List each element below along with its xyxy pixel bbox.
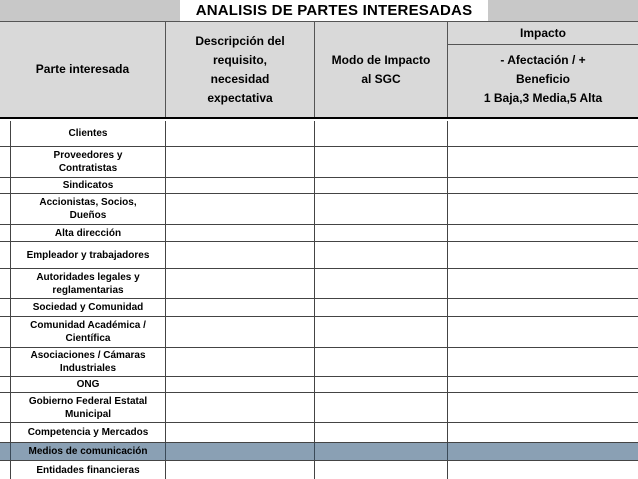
table-row — [0, 269, 638, 299]
description-cell[interactable] — [166, 377, 315, 392]
impact-cell[interactable] — [448, 269, 638, 298]
header-impact-line1: - Afectación / + — [500, 53, 586, 67]
mode-cell[interactable] — [315, 178, 448, 193]
header-impact — [448, 22, 638, 117]
header-party: Parte interesada — [0, 22, 166, 117]
description-cell[interactable] — [166, 443, 315, 460]
party-cell[interactable] — [10, 461, 166, 479]
impact-cell[interactable] — [448, 242, 638, 268]
header-mode — [315, 22, 448, 117]
party-cell[interactable] — [10, 121, 166, 146]
party-cell[interactable] — [10, 299, 166, 316]
description-cell[interactable] — [166, 299, 315, 316]
description-cell[interactable] — [166, 317, 315, 347]
impact-cell[interactable] — [448, 225, 638, 241]
mode-cell[interactable] — [315, 225, 448, 241]
impact-cell[interactable] — [448, 147, 638, 177]
description-cell[interactable] — [166, 121, 315, 146]
description-cell[interactable] — [166, 178, 315, 193]
impact-cell[interactable] — [448, 461, 638, 479]
party-cell[interactable] — [10, 317, 166, 347]
impact-cell[interactable] — [448, 393, 638, 422]
impact-cell[interactable] — [448, 121, 638, 146]
mode-cell[interactable] — [315, 242, 448, 268]
party-cell[interactable] — [10, 147, 166, 177]
table-row-highlighted — [0, 443, 638, 461]
table-header — [0, 22, 638, 119]
party-label: Comunidad Académica / Científica — [30, 320, 146, 344]
party-label: Medios de comunicación — [28, 446, 148, 457]
table-row — [0, 393, 638, 423]
table-row — [0, 194, 638, 225]
party-label: Empleador y trabajadores — [26, 249, 150, 261]
title-fill-right — [488, 0, 638, 21]
table-row — [0, 242, 638, 269]
table-row — [0, 348, 638, 377]
party-label: Sociedad y Comunidad — [32, 302, 144, 313]
mode-cell[interactable] — [315, 443, 448, 460]
description-cell[interactable] — [166, 461, 315, 479]
impact-cell[interactable] — [448, 178, 638, 193]
party-cell[interactable] — [10, 178, 166, 193]
impact-cell[interactable] — [448, 194, 638, 224]
table-row — [0, 461, 638, 479]
party-cell[interactable] — [10, 242, 166, 268]
party-cell[interactable] — [10, 393, 166, 422]
description-cell[interactable] — [166, 194, 315, 224]
party-label: Sindicatos — [62, 180, 114, 191]
description-cell[interactable] — [166, 269, 315, 298]
party-label: Competencia y Mercados — [27, 427, 149, 438]
party-cell[interactable] — [10, 194, 166, 224]
description-cell[interactable] — [166, 225, 315, 241]
mode-cell[interactable] — [315, 299, 448, 316]
party-label: Clientes — [68, 128, 108, 139]
impact-cell[interactable] — [448, 423, 638, 442]
header-description — [166, 22, 315, 117]
mode-cell[interactable] — [315, 147, 448, 177]
table-row — [0, 121, 638, 147]
table-row — [0, 377, 638, 393]
party-cell[interactable] — [10, 269, 166, 298]
mode-cell[interactable] — [315, 194, 448, 224]
party-label: Accionistas, Socios, Dueños — [39, 197, 137, 221]
mode-cell[interactable] — [315, 269, 448, 298]
table-row — [0, 147, 638, 178]
mode-cell[interactable] — [315, 317, 448, 347]
party-label: Proveedores y Contratistas — [53, 150, 123, 174]
table-row — [0, 317, 638, 348]
party-label: Entidades financieras — [36, 464, 140, 476]
mode-cell[interactable] — [315, 423, 448, 442]
description-cell[interactable] — [166, 423, 315, 442]
party-label: Autoridades legales y reglamentarias — [36, 271, 140, 296]
description-cell[interactable] — [166, 242, 315, 268]
mode-cell[interactable] — [315, 377, 448, 392]
mode-cell[interactable] — [315, 348, 448, 376]
impact-cell[interactable] — [448, 317, 638, 347]
title-fill-left — [0, 0, 180, 21]
page-title: ANALISIS DE PARTES INTERESADAS — [195, 2, 473, 19]
mode-cell[interactable] — [315, 461, 448, 479]
party-cell[interactable] — [10, 443, 166, 460]
header-impact-title: Impacto — [448, 22, 638, 45]
table-row — [0, 299, 638, 317]
title-bar — [0, 0, 638, 22]
party-label: Asociaciones / Cámaras Industriales — [30, 350, 146, 374]
description-cell[interactable] — [166, 393, 315, 422]
header-description-text: Descripción del requisito, necesidad expectativa — [195, 33, 285, 105]
mode-cell[interactable] — [315, 121, 448, 146]
party-cell[interactable] — [10, 348, 166, 376]
party-label: Alta dirección — [54, 227, 122, 239]
table-row — [0, 178, 638, 194]
description-cell[interactable] — [166, 147, 315, 177]
header-impact-body — [448, 45, 638, 108]
table-row — [0, 423, 638, 443]
impact-cell[interactable] — [448, 299, 638, 316]
header-mode-text: Modo de Impacto al SGC — [331, 52, 431, 86]
party-label: Gobierno Federal Estatal Municipal — [28, 395, 148, 420]
mode-cell[interactable] — [315, 393, 448, 422]
impact-cell[interactable] — [448, 377, 638, 392]
party-label: ONG — [76, 379, 100, 390]
table-row — [0, 225, 638, 242]
description-cell[interactable] — [166, 348, 315, 376]
party-cell[interactable] — [10, 377, 166, 392]
impact-cell[interactable] — [448, 348, 638, 376]
party-cell[interactable] — [10, 423, 166, 442]
header-impact-scale: 1 Baja,3 Media,5 Alta — [483, 91, 603, 105]
impact-cell[interactable] — [448, 443, 638, 460]
header-impact-line2: Beneficio — [515, 72, 570, 86]
party-cell[interactable] — [10, 225, 166, 241]
